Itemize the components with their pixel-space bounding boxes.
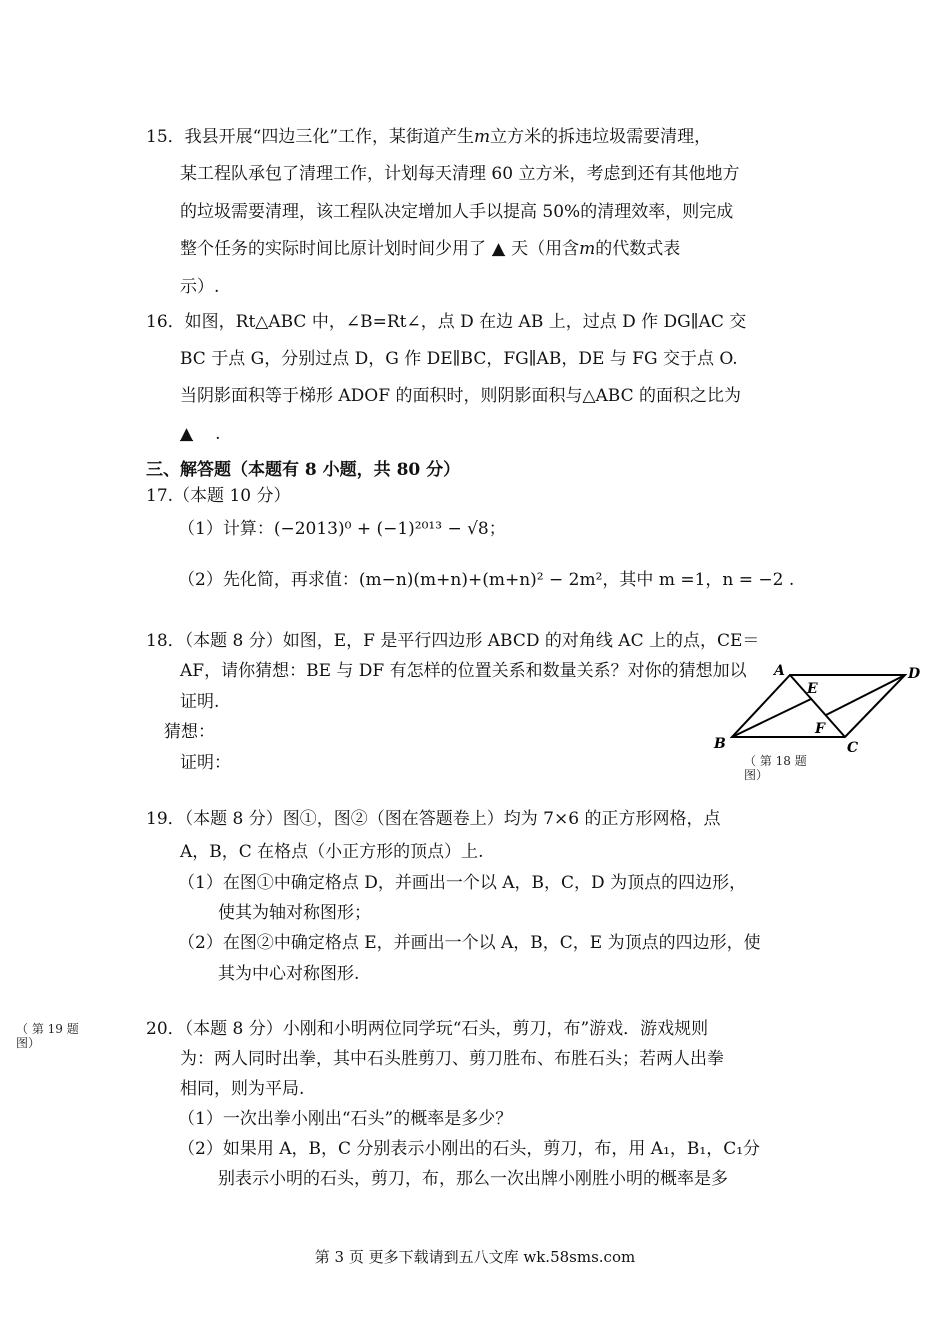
q18-proof-label: 证明：	[180, 753, 231, 773]
q16-text: .	[215, 424, 221, 444]
q19-part-2: （2）在图②中确定格点 E，并画出一个以 A，B，C，E 为顶点的四边形，使	[178, 933, 761, 953]
q15-number: 15．	[146, 127, 185, 147]
q17-heading: 17.（本题 10 分）	[146, 486, 291, 506]
q20-line-2: 为：两人同时出拳，其中石头胜剪刀、剪刀胜布、布胜石头；若两人出拳	[180, 1049, 724, 1069]
q17-part-1	[178, 518, 506, 540]
q17-expression-1: (−2013)⁰ + (−1)²⁰¹³ − √8；	[273, 519, 506, 539]
q15-text: 立方米的拆违垃圾需要清理，	[490, 127, 712, 147]
label-c: C	[847, 740, 859, 756]
label-e: E	[807, 681, 818, 697]
figure-18-caption-2: 图）	[744, 768, 769, 782]
q15-text: 整个任务的实际时间比原计划时间少用了	[180, 239, 486, 259]
q16-line-1	[146, 311, 746, 333]
q15-var-m: m	[474, 127, 491, 147]
label-b: B	[714, 736, 726, 752]
answer-blank: ▲	[492, 239, 506, 259]
q17-part-2	[178, 569, 794, 591]
q20-line-1: 20．（本题 8 分）小刚和小明两位同学玩“石头，剪刀，布”游戏．游戏规则	[146, 1019, 709, 1039]
q17-expression-2: (m−n)(m+n)+(m+n)² − 2m²，其中 m =1，n = −2 .	[358, 570, 795, 590]
q15-text: 我县开展“四边三化”工作，某街道产生	[184, 127, 475, 147]
q18-line-3: 证明.	[180, 692, 220, 712]
q18-line-2: AF，请你猜想：BE 与 DF 有怎样的位置关系和数量关系？对你的猜想加以	[180, 661, 747, 681]
q18-line-1: 18．（本题 8 分）如图，E，F 是平行四边形 ABCD 的对角线 AC 上的点，CE＝	[146, 631, 760, 651]
q16-number: 16．	[146, 312, 185, 332]
q19-part-2-cont: 其为中心对称图形.	[218, 964, 360, 984]
q15-text: 天（用含	[511, 239, 580, 259]
q19-part-1-cont: 使其为轴对称图形；	[218, 903, 371, 923]
q15-var-m: m	[579, 239, 596, 259]
q17-part-1-label: （1）计算：	[178, 519, 274, 539]
label-f: F	[815, 721, 825, 737]
q16-line-2: BC 于点 G，分别过点 D，G 作 DE∥BC，FG∥AB，DE 与 FG 交于点 O.	[180, 349, 738, 369]
q15-line-3: 的垃圾需要清理，该工程队决定增加人手以提高 50%的清理效率，则完成	[180, 202, 734, 222]
q17-part-2-label: （2）先化简，再求值：	[178, 570, 359, 590]
q15-text: 的代数式表	[595, 239, 681, 259]
q15-line-5: 示）.	[180, 277, 220, 297]
page-footer: 第 3 页 更多下载请到五八文库 wk.58sms.com	[314, 1248, 636, 1266]
q20-line-3: 相同，则为平局.	[180, 1079, 305, 1099]
q20-part-2-cont: 别表示小明的石头，剪刀，布，那么一次出牌小刚胜小明的概率是多	[218, 1169, 728, 1189]
figure-18-parallelogram	[700, 660, 930, 770]
segment-df	[826, 675, 905, 715]
figure-19-caption: （ 第 19 题	[16, 1022, 79, 1036]
figure-18-caption: （ 第 18 题	[744, 754, 807, 768]
label-a: A	[774, 663, 785, 679]
q20-part-1: （1）一次出拳小刚出“石头”的概率是多少？	[178, 1109, 513, 1129]
q19-part-1: （1）在图①中确定格点 D，并画出一个以 A，B，C，D 为顶点的四边形，	[178, 873, 747, 893]
q18-guess-label: 猜想：	[164, 722, 215, 742]
q15-line-1	[146, 126, 711, 148]
label-d: D	[908, 666, 921, 682]
q19-line-2: A，B，C 在格点（小正方形的顶点）上.	[180, 842, 484, 862]
q19-line-1: 19．（本题 8 分）图①，图②（图在答题卷上）均为 7×6 的正方形网格，点	[146, 809, 721, 829]
q16-line-3: 当阴影面积等于梯形 ADOF 的面积时，则阴影面积与△ABC 的面积之比为	[180, 386, 742, 406]
q20-part-2: （2）如果用 A，B，C 分别表示小刚出的石头，剪刀，布，用 A₁，B₁，C₁分	[178, 1139, 761, 1159]
answer-blank: ▲	[180, 424, 194, 444]
segment-be	[732, 699, 811, 737]
q15-line-4	[180, 238, 680, 260]
q15-line-2: 某工程队承包了清理工作，计划每天清理 60 立方米，考虑到还有其他地方	[180, 164, 740, 184]
section-heading: 三、解答题（本题有 8 小题，共 80 分）	[146, 460, 461, 480]
figure-19-caption-2: 图）	[16, 1036, 41, 1050]
q16-line-4	[180, 423, 220, 445]
q16-text: 如图，Rt△ABC 中，∠B=Rt∠，点 D 在边 AB 上，过点 D 作 DG∥AC 交	[184, 312, 747, 332]
